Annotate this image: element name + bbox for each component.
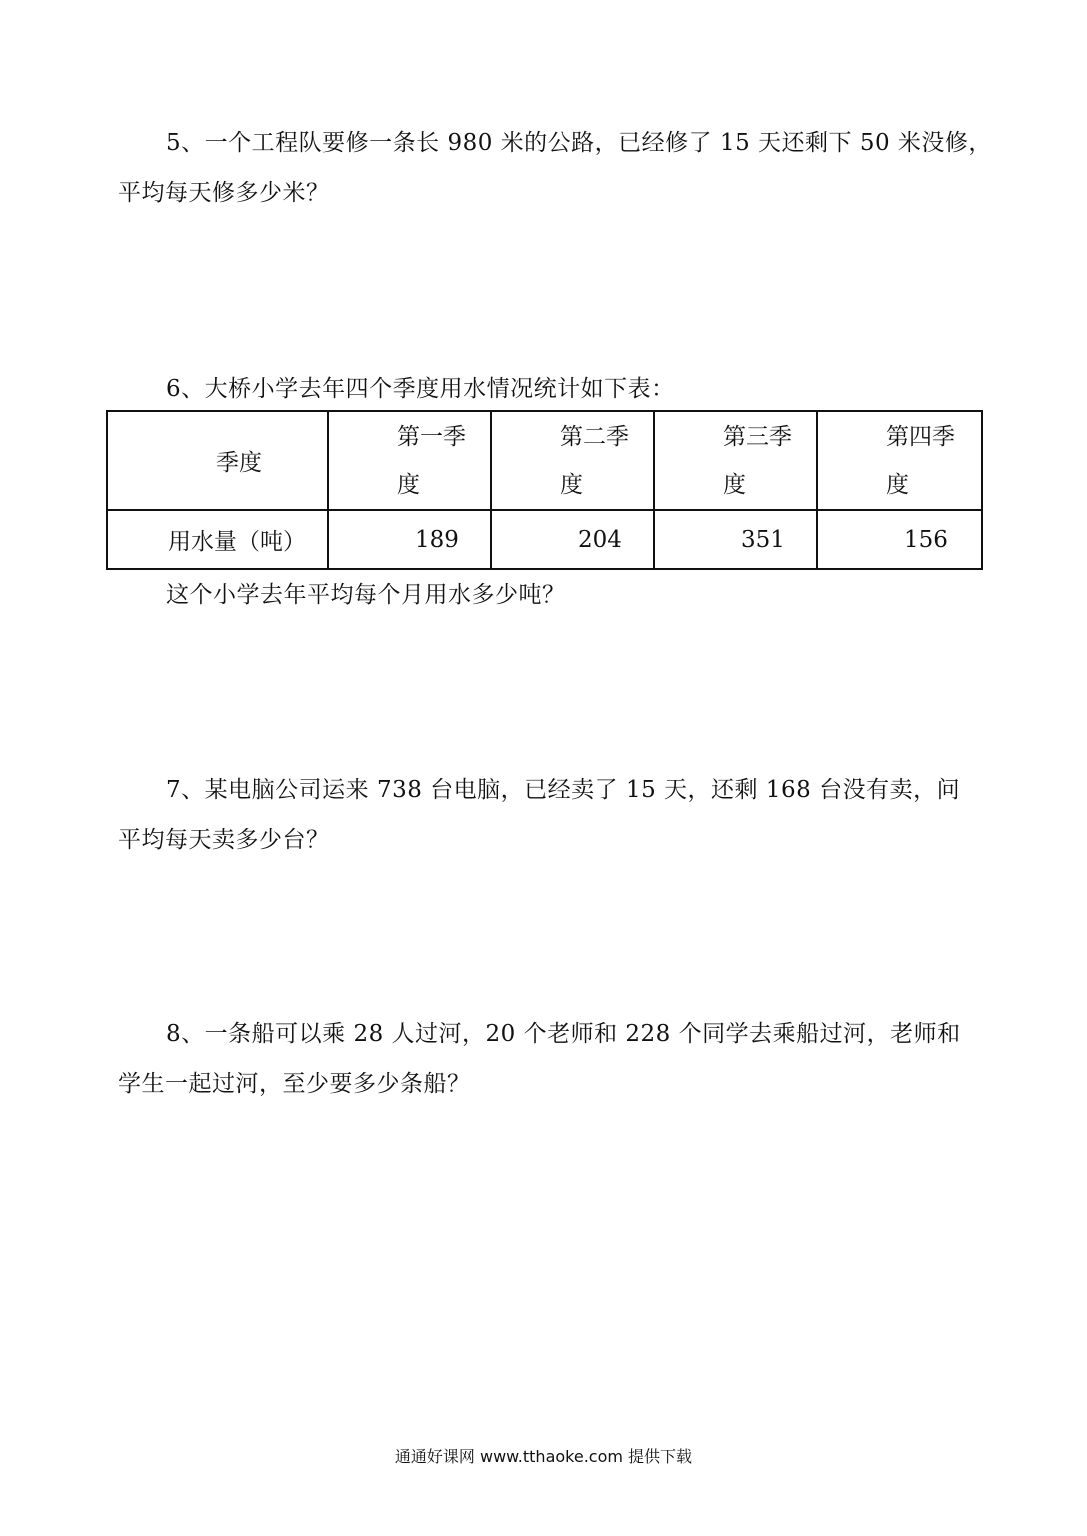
- question-6-question: 这个小学去年平均每个月用水多少吨？: [166, 582, 566, 608]
- table-header-row: [107, 411, 982, 510]
- quarter-1-label-top: 第一季: [397, 423, 466, 450]
- question-7-line-1: 7、某电脑公司运来 738 台电脑，已经卖了 15 天，还剩 168 台没有卖，问: [166, 777, 961, 803]
- question-8-line-1: 8、一条船可以乘 28 人过河，20 个老师和 228 个同学去乘船过河，老师和: [166, 1021, 961, 1047]
- quarter-4-label-top: 第四季: [886, 423, 955, 450]
- quarter-2-label-bottom: 度: [560, 471, 583, 498]
- table-cell: [328, 510, 491, 569]
- footer-source-note: 通通好课网 www.tthaoke.com 提供下载: [394, 1447, 693, 1466]
- table-header-cell: [107, 411, 328, 510]
- quarter-4-value: 156: [904, 526, 948, 553]
- table-header-cell: [654, 411, 817, 510]
- table-cell: [491, 510, 654, 569]
- quarter-3-label-bottom: 度: [723, 471, 746, 498]
- question-8-line-2: 学生一起过河，至少要多少条船？: [118, 1071, 471, 1097]
- quarter-3-value: 351: [741, 526, 785, 553]
- table-cell: [654, 510, 817, 569]
- water-usage-table: [106, 410, 983, 570]
- quarter-1-value: 189: [415, 526, 459, 553]
- table-row: [107, 510, 982, 569]
- water-usage-label: 用水量（吨）: [168, 529, 306, 555]
- quarter-4-label-bottom: 度: [886, 471, 909, 498]
- table-cell: [817, 510, 982, 569]
- quarter-1-label-bottom: 度: [397, 471, 420, 498]
- quarter-2-value: 204: [578, 526, 622, 553]
- question-5-line-1: 5、一个工程队要修一条长 980 米的公路，已经修了 15 天还剩下 50 米没修，: [166, 130, 992, 156]
- table-header-cell: [328, 411, 491, 510]
- table-cell: [107, 510, 328, 569]
- quarter-2-label-top: 第二季: [560, 423, 629, 450]
- quarter-3-label-top: 第三季: [723, 423, 792, 450]
- question-7-line-2: 平均每天卖多少台？: [118, 827, 330, 853]
- quarter-header-label: 季度: [216, 450, 262, 476]
- question-5-line-2: 平均每天修多少米？: [118, 180, 330, 206]
- table-header-cell: [817, 411, 982, 510]
- question-6-intro: 6、大桥小学去年四个季度用水情况统计如下表：: [166, 376, 675, 402]
- table-header-cell: [491, 411, 654, 510]
